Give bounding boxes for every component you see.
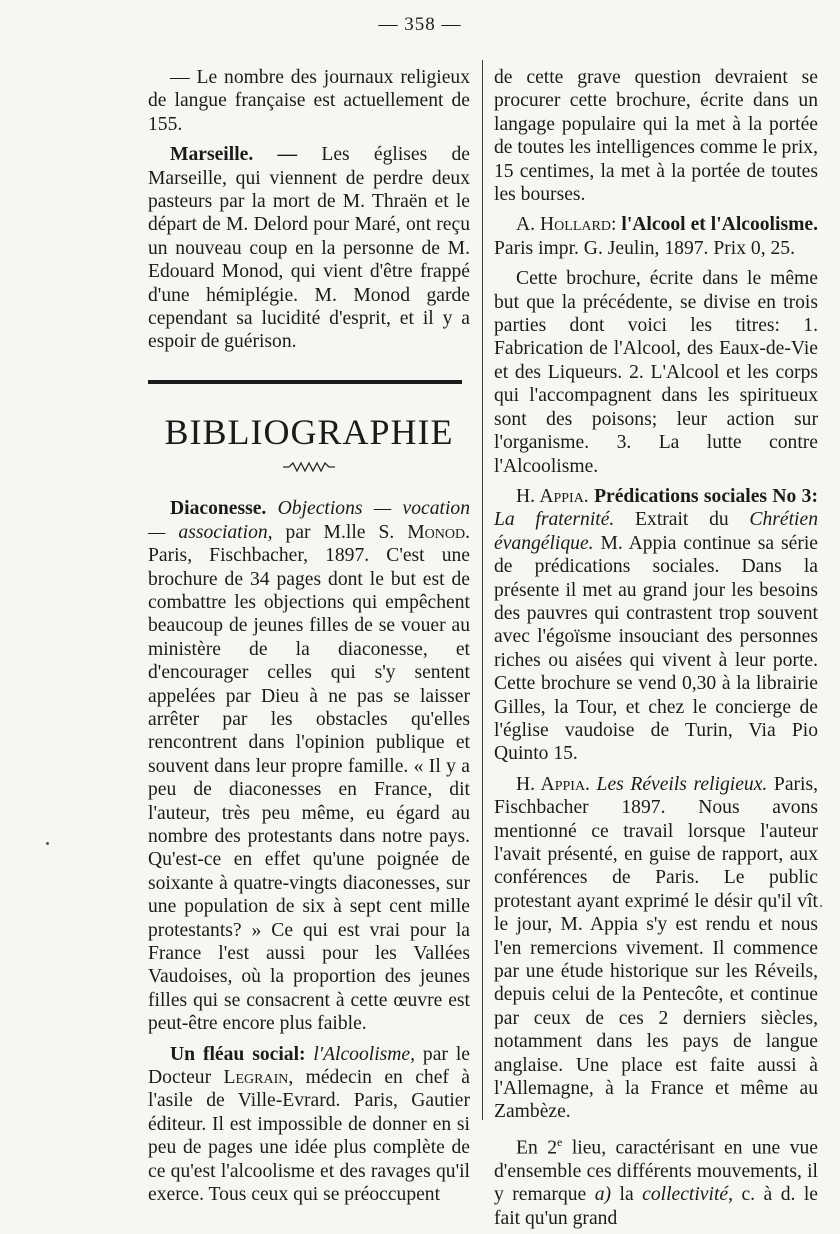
bib-author: H. Appia.: [516, 773, 590, 795]
bib-entry-fleau-social: [148, 1043, 470, 1207]
bib-text: Paris, Fischbacher, 1897. C'est une brochure de 34 pages dont le but est de combattre les objections qui empêchent beaucoup de jeunes filles de se vouer au ministère de la diaconesse, et d'encourager celles qui s'y sentent appelées par Dieu à ne pas se laisser arrêter par les obstacles qu'elles rencontrent dans l'opinion publique et souvent dans leur propre famille. « Il y a peu de diaconesses en France, dit l'auteur, très peu même, eu égard au nombre des protestants dans notre pays. Qu'est-ce en effet qu'une poignée de soixante à quatre-vingts diaconesses, sur une population de six à sept cent mille protestants? » Ce qui est vrai pour la France l'est aussi pour les Vallées Vaudoises, où la proportion des jeunes filles qui se consacrent à cette œuvre est peut-être encore plus faible.: [148, 545, 470, 1035]
bib-subtitle: Les Réveils religieux.: [589, 773, 768, 795]
bib-source: Chrétien évangélique.: [494, 509, 818, 554]
bib-entry-appia-reveils-cont: [494, 1131, 818, 1230]
bib-text: M. Appia continue sa série de prédications sociales. Dans la présente il met au grand jour les besoins des pauvres qui contrastent trop souvent avec l'égoïsme insouciant des personnes riches ou aisées qui vivent à leur porte. Cette brochure se vend 0,30 à la librairie Gilles, la Tour, et chez le concierge de l'église vaudoise de Turin, Via Pio Quinto 15.: [494, 532, 818, 765]
bib-author: A. Hollard:: [516, 214, 617, 236]
bib-text: Extrait du: [614, 509, 750, 531]
bib-text: c. à d. le fait qu'un grand: [494, 1184, 818, 1229]
bib-entry-appia-reveils: [494, 773, 818, 1124]
page-speck: [820, 905, 822, 907]
bib-italic: a): [594, 1184, 612, 1206]
bib-text: médecin en chef à l'asile de Ville-Evrard. Paris, Gautier éditeur. Il est impossible de donner en si peu de pages une idée plus complète de ce qu'est l'alcoolisme et des ravages qu'il exerce. Tous ceux qui se préoccupent: [148, 1067, 470, 1206]
bib-by: par M.lle: [272, 521, 379, 543]
bib-text: la: [611, 1184, 643, 1206]
bib-text: En 2: [516, 1137, 558, 1159]
bib-title: Prédications sociales No 3:: [588, 485, 818, 507]
bib-title: l'Alcool et l'Alcoolisme.: [616, 214, 818, 236]
bib-subtitle: l'Alcoolisme,: [305, 1043, 416, 1065]
news-item-marseille: [148, 143, 470, 354]
ordinal-sup: e: [557, 1134, 563, 1149]
bib-italic: collectivité,: [642, 1184, 733, 1206]
bib-entry-hollard: [494, 213, 818, 260]
news-item-journaux: — Le nombre des journaux religieux de langue française est actuellement de 155.: [148, 67, 470, 135]
section-divider: [148, 380, 462, 384]
bib-text: lieu, caractérisant en une vue d'ensemble ces différents mouvements, il y remarque: [494, 1137, 818, 1206]
page-speck: [46, 842, 49, 845]
bib-author: H. Appia.: [516, 485, 589, 507]
bib-title: Diaconesse.: [170, 498, 267, 520]
ornament-squiggle: [148, 456, 470, 479]
column-divider: [482, 60, 483, 1120]
bib-continuation: de cette grave question devraient se procurer cette brochure, écrite dans un langage populaire qui la met à la portée de toutes les intelligences comme le prix, 15 centimes, la met à la portée de toutes les bourses.: [494, 67, 818, 206]
page-number: — 358 —: [378, 14, 462, 35]
news-item-text: Les églises de Marseille, qui viennent de perdre deux pasteurs par la mort de M. Thraën et le départ de M. Delord pour Maré, ont reçu un nouveau coup en la personne de M. Edouard Monod, qui vient d'être frappé d'une hémiplégie. M. Monod garde cependant sa lucidité d'esprit, et il y a espoir de guérison.: [148, 144, 470, 353]
bib-entry-appia-predications: [494, 485, 818, 766]
right-column: [494, 66, 818, 1230]
bib-text: Paris impr. G. Jeulin, 1897. Prix 0, 25.: [494, 237, 795, 259]
bib-subtitle: La fraternité.: [494, 509, 615, 531]
bib-title: Un fléau social:: [170, 1043, 306, 1065]
bib-subtitle: Objections — vocation — association,: [148, 498, 470, 543]
bib-entry-diaconesse: [148, 497, 470, 1035]
left-column: [148, 66, 470, 1206]
news-item-heading: Marseille. —: [170, 144, 298, 166]
section-title: BIBLIOGRAPHIE: [164, 411, 454, 452]
bib-author: Legrain,: [223, 1067, 294, 1089]
bib-text: Paris, Fischbacher 1897. Nous avons mentionné ce travail lorsque l'auteur l'avait présenté, en guise de rapport, aux conférences de Paris. Le public protestant ayant exprimé le désir qu'il vît le jour, M. Appia s'y est rendu et nous l'en remercions vivement. Il commence par une étude historique sur les Réveils, depuis celui de la Pentecôte, et continue par ceux de ces 2 derniers siècles, notamment dans les pays de langue anglaise. Une place est faite aussi à l'Allemagne, à la France et même au Zambèze.: [494, 773, 819, 1123]
bib-author: S. Monod.: [378, 521, 470, 543]
bib-entry-hollard-body: Cette brochure, écrite dans le même but que la précédente, se divise en trois parties dont voici les titres: 1. Fabrication de l'Alcool, des Eaux-de-Vie et des Liqueurs. 2. L'Alcool et les corps qui l'accompagnent dans les spiritueux sont des poisons; leur action sur l'organisme. 3. La lutte contre l'Alcoolisme.: [494, 268, 818, 477]
bib-by: par le Docteur: [148, 1043, 470, 1089]
